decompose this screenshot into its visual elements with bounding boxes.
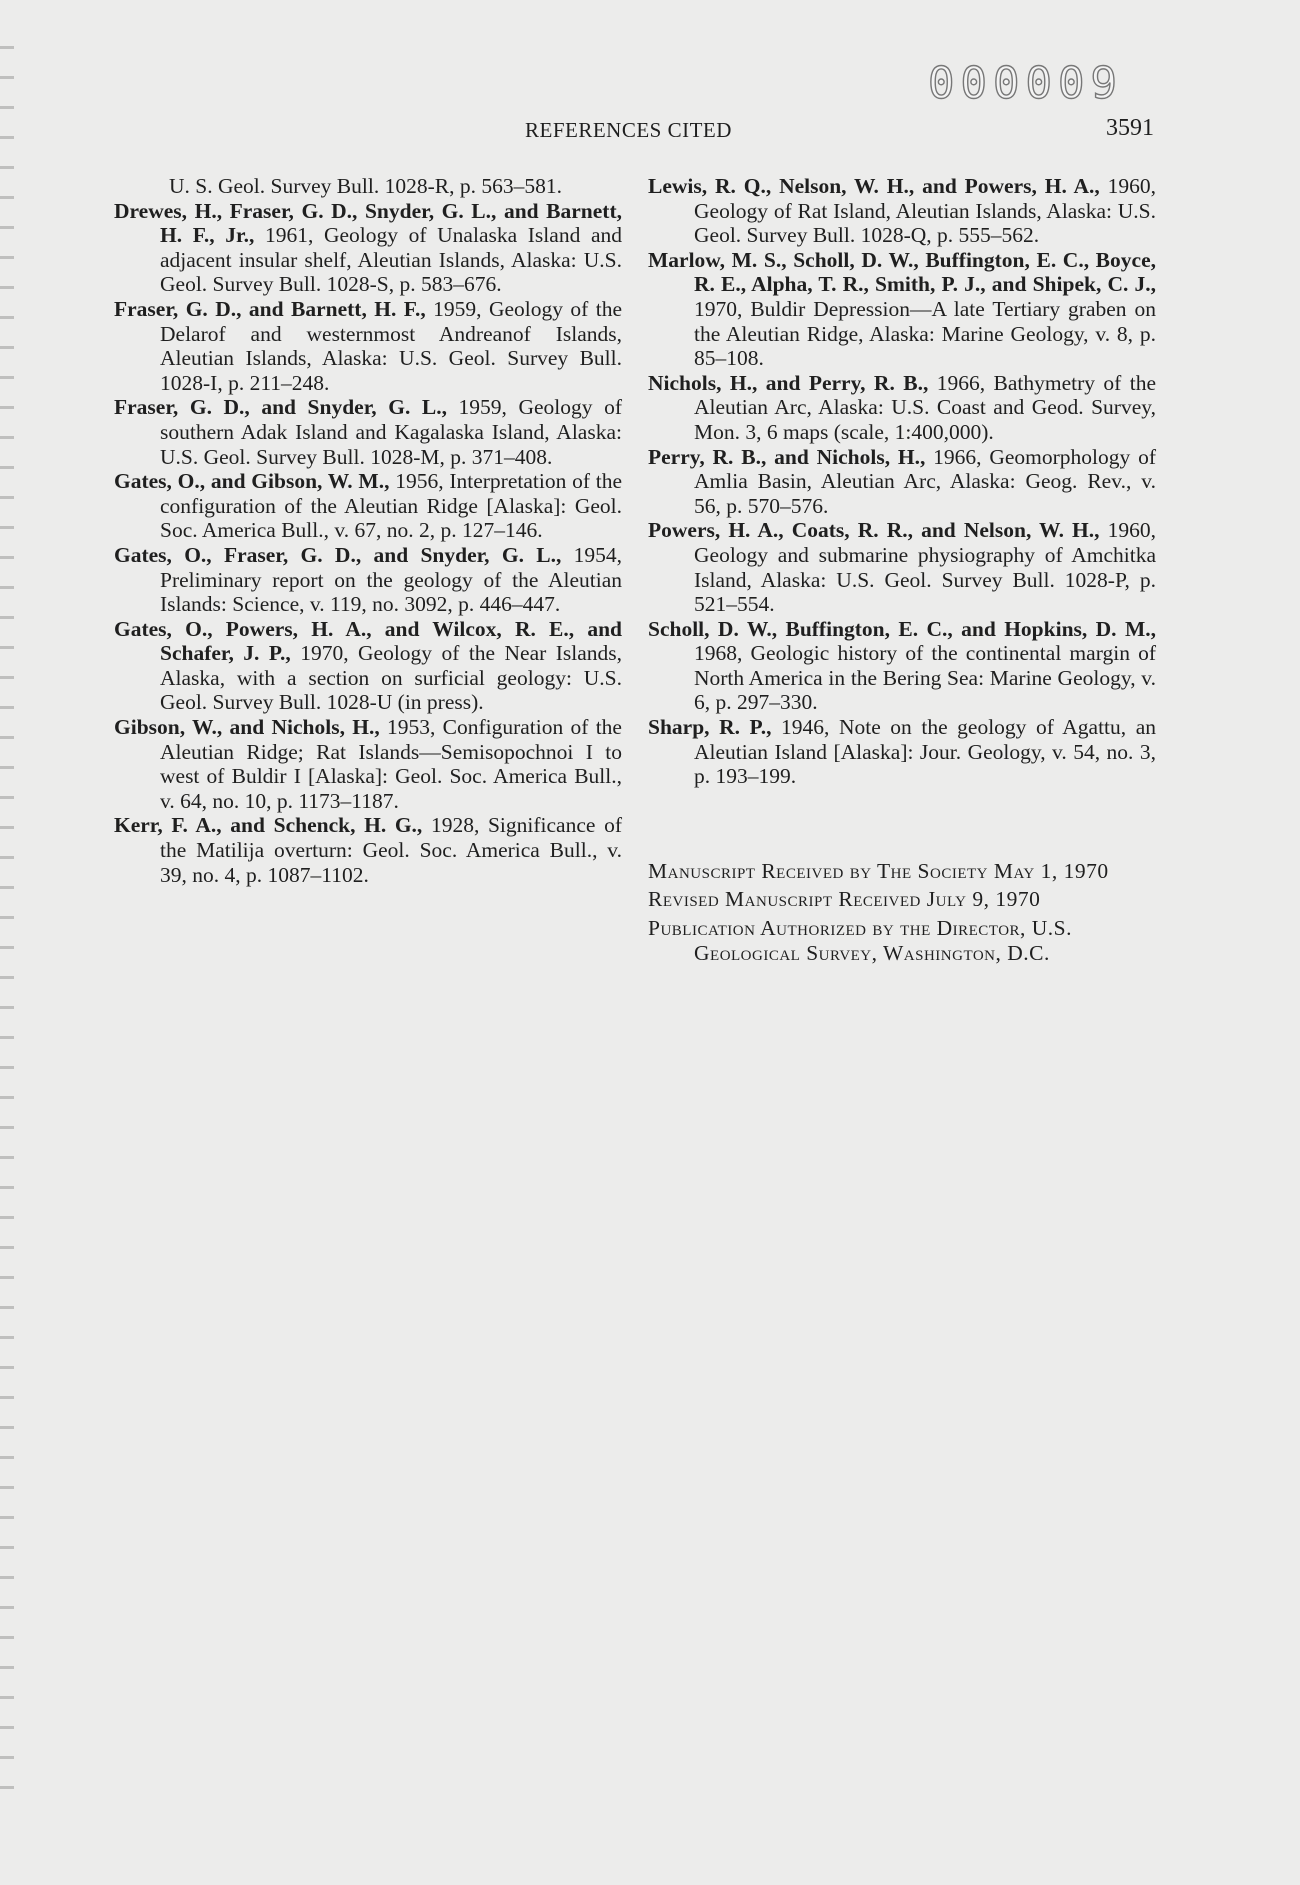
reference-authors: Sharp, R. P., (648, 715, 772, 740)
page-number: 3591 (1106, 115, 1154, 141)
reference-authors: Drewes, H., Fraser, G. D., Snyder, G. L., and Barnett, H. F., Jr., (114, 198, 622, 248)
reference-entry: Kerr, F. A., and Schenck, H. G., 1928, Significance of the Matilija overturn: Geol. Soc. America Bull., v. 39, no. 4, p. 1087–1102. (114, 813, 622, 887)
reference-entry: Scholl, D. W., Buffington, E. C., and Hopkins, D. M., 1968, Geologic history of the continental margin of North America in the Bering Sea: Marine Geology, v. 6, p. 297–330. (648, 616, 1156, 715)
reference-authors: Scholl, D. W., Buffington, E. C., and Hopkins, D. M., (648, 616, 1156, 641)
publication-authorized-note: Publication Authorized by the Director, U.S. Geological Survey, Washington, D.C. (648, 916, 1073, 965)
reference-authors: Marlow, M. S., Scholl, D. W., Buffington, E. C., Boyce, R. E., Alpha, T. R., Smith, P. J., and Shipek, C. J., (648, 247, 1156, 297)
binding-edge (0, 20, 14, 1800)
running-head: REFERENCES CITED (525, 118, 732, 142)
reference-authors: Kerr, F. A., and Schenck, H. G., (114, 813, 423, 838)
reference-entry: Marlow, M. S., Scholl, D. W., Buffington, E. C., Boyce, R. E., Alpha, T. R., Smith, P. J., and Shipek, C. J., 1970, Buldir Depression—A late Tertiary graben on the Aleutian Ridge, Alaska: Marine Geology, v. 8, p. 85–108. (648, 247, 1156, 371)
reference-entry: Drewes, H., Fraser, G. D., Snyder, G. L., and Barnett, H. F., Jr., 1961, Geology of Unalaska Island and adjacent insular shelf, Aleutian Islands, Alaska: U.S. Geol. Survey Bull. 1028-S, p. 583–676. (114, 198, 622, 297)
archive-stamp-number: 000009 (928, 58, 1123, 109)
reference-authors: Gates, O., Fraser, G. D., and Snyder, G. L., (114, 542, 562, 567)
manuscript-received-note: Manuscript Received by The Society May 1, 1970 (648, 858, 1109, 883)
reference-authors: Gibson, W., and Nichols, H., (114, 715, 380, 740)
reference-authors: Fraser, G. D., and Barnett, H. F., (114, 296, 426, 321)
reference-entry: U. S. Geol. Survey Bull. 1028-R, p. 563–581. (169, 174, 562, 198)
reference-entry: Nichols, H., and Perry, R. B., 1966, Bathymetry of the Aleutian Arc, Alaska: U.S. Coast and Geod. Survey, Mon. 3, 6 maps (scale, 1:400,000). (648, 370, 1157, 444)
reference-entry: Powers, H. A., Coats, R. R., and Nelson, W. H., 1960, Geology and submarine physiography of Amchitka Island, Alaska: U.S. Geol. Survey Bull. 1028-P, p. 521–554. (648, 518, 1156, 617)
reference-authors: Nichols, H., and Perry, R. B., (648, 370, 929, 395)
revised-manuscript-note: Revised Manuscript Received July 9, 1970 (648, 887, 1041, 912)
reference-authors: Perry, R. B., and Nichols, H., (648, 444, 926, 469)
reference-authors: Gates, O., Powers, H. A., and Wilcox, R. E., and Schafer, J. P., (114, 616, 622, 666)
reference-authors: Gates, O., and Gibson, W. M., (114, 469, 390, 494)
reference-entry: Gates, O., and Gibson, W. M., 1956, Interpretation of the configuration of the Aleutian Ridge [Alaska]: Geol. Soc. America Bull., v. 67, no. 2, p. 127–146. (114, 469, 622, 543)
reference-authors: Powers, H. A., Coats, R. R., and Nelson, W. H., (648, 518, 1100, 543)
reference-entry: Gates, O., Powers, H. A., and Wilcox, R. E., and Schafer, J. P., 1970, Geology of the Near Islands, Alaska, with a section on surficial geology: U.S. Geol. Survey Bull. 1028-U (in press). (114, 616, 623, 715)
reference-entry: Fraser, G. D., and Snyder, G. L., 1959, Geology of southern Adak Island and Kagalaska Island, Alaska: U.S. Geol. Survey Bull. 1028-M, p. 371–408. (114, 395, 622, 469)
reference-authors: Lewis, R. Q., Nelson, W. H., and Powers, H. A., (648, 174, 1100, 198)
reference-authors: Fraser, G. D., and Snyder, G. L., (114, 395, 447, 420)
reference-entry: Gibson, W., and Nichols, H., 1953, Configuration of the Aleutian Ridge; Rat Islands—Semisopochnoi I to west of Buldir I [Alaska]: Geol. Soc. America Bull., v. 64, no. 10, p. 1173–1187. (114, 715, 622, 813)
references-left-column (114, 174, 622, 887)
references-right-column (648, 174, 1156, 969)
reference-entry: Sharp, R. P., 1946, Note on the geology of Agattu, an Aleutian Island [Alaska]: Jour. Geology, v. 54, no. 3, p. 193–199. (648, 715, 1157, 789)
reference-entry: Gates, O., Fraser, G. D., and Snyder, G. L., 1954, Preliminary report on the geology of the Aleutian Islands: Science, v. 119, no. 3092, p. 446–447. (114, 542, 622, 617)
reference-entry: Lewis, R. Q., Nelson, W. H., and Powers, H. A., 1960, Geology of Rat Island, Aleutian Islands, Alaska: U.S. Geol. Survey Bull. 1028-Q, p. 555–562. (648, 174, 1156, 248)
reference-entry: Fraser, G. D., and Barnett, H. F., 1959, Geology of the Delarof and westernmost Andreanof Islands, Aleutian Islands, Alaska: U.S. Geol. Survey Bull. 1028-I, p. 211–248. (114, 296, 623, 395)
manuscript-notes (648, 859, 1156, 965)
reference-entry: Perry, R. B., and Nichols, H., 1966, Geomorphology of Amlia Basin, Aleutian Arc, Alaska: Geog. Rev., v. 56, p. 570–576. (648, 444, 1157, 518)
